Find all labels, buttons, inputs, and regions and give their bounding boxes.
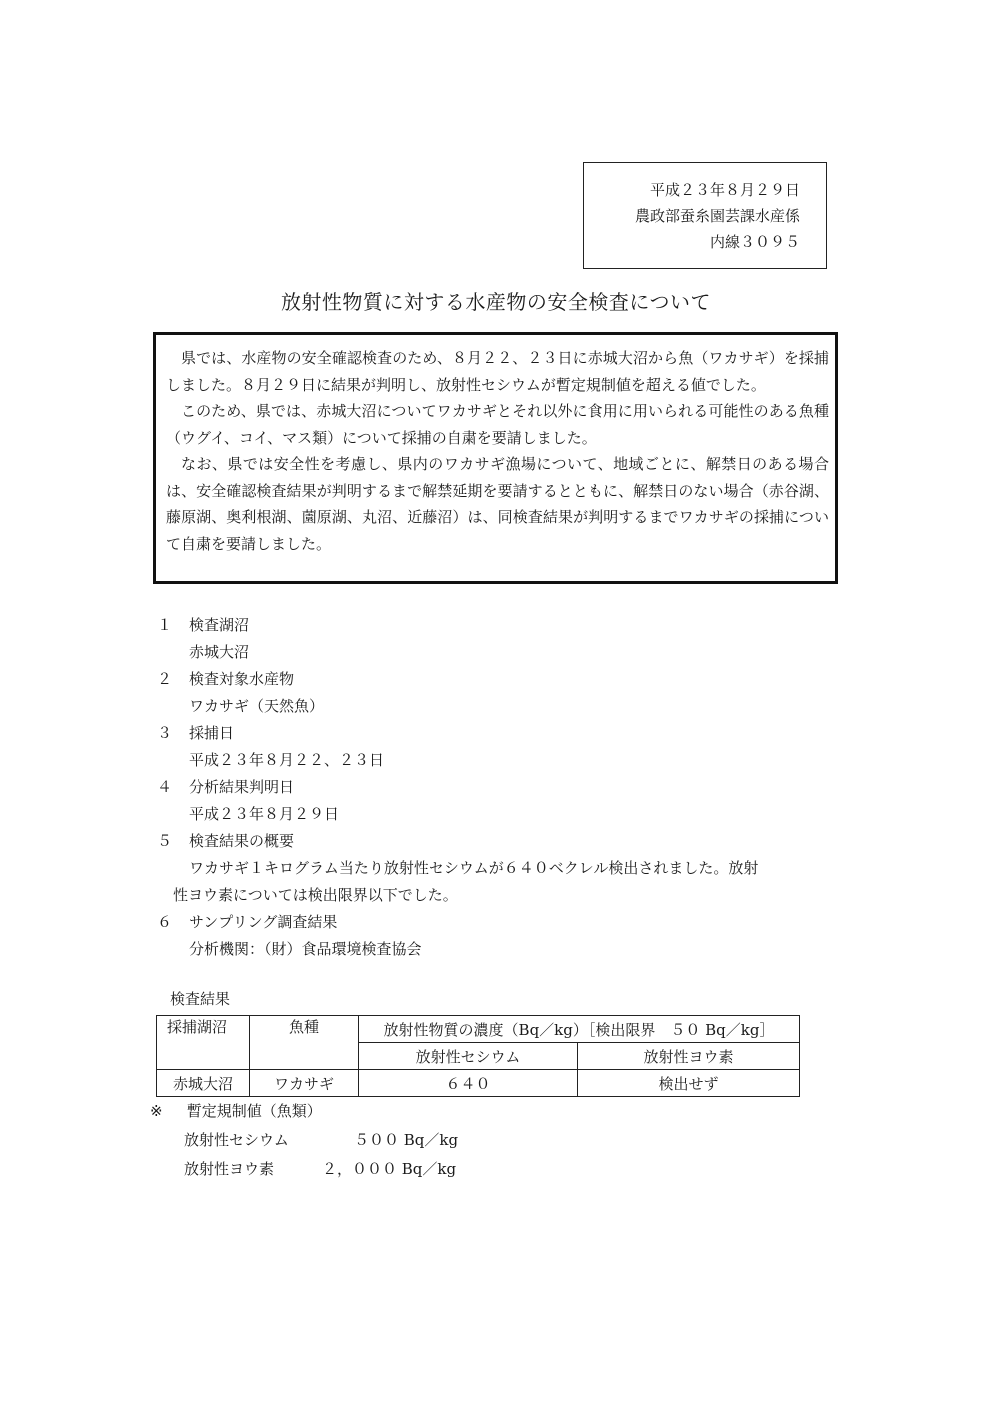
- section-2-body: ワカサギ（天然魚）: [189, 697, 325, 715]
- section-number: ６: [157, 913, 173, 931]
- section-number: ５: [157, 832, 173, 850]
- section-1-body: 赤城大沼: [189, 643, 250, 661]
- regulation-note: [150, 1097, 458, 1184]
- note-iodine-row: [150, 1155, 458, 1184]
- header-lake: 採捕湖沼: [157, 1016, 250, 1070]
- summary-paragraph-1: 県では、水産物の安全確認検査のため、８月２２、２３日に赤城大沼から魚（ワカサギ）を採捕しました。８月２９日に結果が判明し、放射性セシウムが暫定規制値を超える値でした。: [166, 349, 829, 394]
- note-iodine-value: ２，０００ Bq／kg: [322, 1160, 457, 1178]
- section-6-heading: [157, 909, 837, 936]
- summary-box: [153, 332, 838, 584]
- section-2-heading: [157, 666, 837, 693]
- section-title: 分析結果判明日: [189, 778, 295, 796]
- header-extension: 内線３０９５: [709, 233, 800, 251]
- note-mark: ※: [150, 1102, 163, 1120]
- note-iodine-label: 放射性ヨウ素: [184, 1160, 275, 1178]
- section-4-body: 平成２３年８月２９日: [189, 805, 340, 823]
- section-4-heading: [157, 774, 837, 801]
- section-3-body: 平成２３年８月２２、２３日: [189, 751, 385, 769]
- cell-cesium: ６４０: [359, 1070, 578, 1097]
- note-heading: [150, 1097, 458, 1126]
- results-label: 検査結果: [170, 990, 231, 1008]
- section-5-heading: [157, 828, 837, 855]
- cell-iodine: 検出せず: [578, 1070, 800, 1097]
- table-row: [157, 1070, 800, 1097]
- header-iodine: 放射性ヨウ素: [578, 1043, 800, 1070]
- header-fish: 魚種: [250, 1016, 359, 1070]
- section-number: ４: [157, 778, 173, 796]
- section-1-heading: [157, 612, 837, 639]
- header-department: 農政部蚕糸園芸課水産係: [634, 207, 800, 225]
- header-cesium: 放射性セシウム: [359, 1043, 578, 1070]
- section-title: 検査対象水産物: [189, 670, 295, 688]
- sections-list: [157, 612, 837, 963]
- section-title: サンプリング調査結果: [189, 913, 338, 931]
- section-6-body: 分析機関：（財）食品環境検査協会: [189, 940, 422, 958]
- header-date: 平成２３年８月２９日: [649, 181, 800, 199]
- section-number: １: [157, 616, 173, 634]
- section-5-body-line-2: 性ヨウ素については検出限界以下でした。: [173, 886, 458, 904]
- table-header-row: [157, 1016, 800, 1043]
- section-number: ３: [157, 724, 173, 742]
- note-title: 暫定規制値（魚類）: [186, 1102, 322, 1120]
- section-title: 検査結果の概要: [189, 832, 295, 850]
- cell-lake: 赤城大沼: [157, 1070, 250, 1097]
- section-title: 採捕日: [189, 724, 235, 742]
- cell-fish: ワカサギ: [250, 1070, 359, 1097]
- page-title: 放射性物質に対する水産物の安全検査について: [280, 290, 712, 314]
- section-3-heading: [157, 720, 837, 747]
- note-cesium-row: [150, 1126, 458, 1155]
- summary-paragraph-2: このため、県では、赤城大沼についてワカサギとそれ以外に食用に用いられる可能性のある魚種（ウグイ、コイ、マス類）について採捕の自粛を要請しました。: [166, 402, 829, 447]
- results-table: [156, 1015, 800, 1097]
- note-cesium-label: 放射性セシウム: [184, 1131, 289, 1149]
- header-concentration: 放射性物質の濃度（Bq／kg）［検出限界 ５０ Bq／kg］: [359, 1016, 800, 1043]
- summary-paragraph-3: なお、県では安全性を考慮し、県内のワカサギ漁場について、地域ごとに、解禁日のある場合は、安全確認検査結果が判明するまで解禁延期を要請するとともに、解禁日のない場合（赤谷湖、藤原湖、奥利根湖、薗原湖、丸沼、近藤沼）は、同検査結果が判明するまでワカサギの採捕について自粛を要請しました。: [166, 455, 829, 553]
- note-cesium-value: ５００ Bq／kg: [354, 1131, 459, 1149]
- section-number: ２: [157, 670, 173, 688]
- section-5-body-line-1: ワカサギ１キログラム当たり放射性セシウムが６４０ベクレル検出されました。放射: [189, 859, 759, 877]
- section-title: 検査湖沼: [189, 616, 250, 634]
- header-box: [583, 162, 827, 269]
